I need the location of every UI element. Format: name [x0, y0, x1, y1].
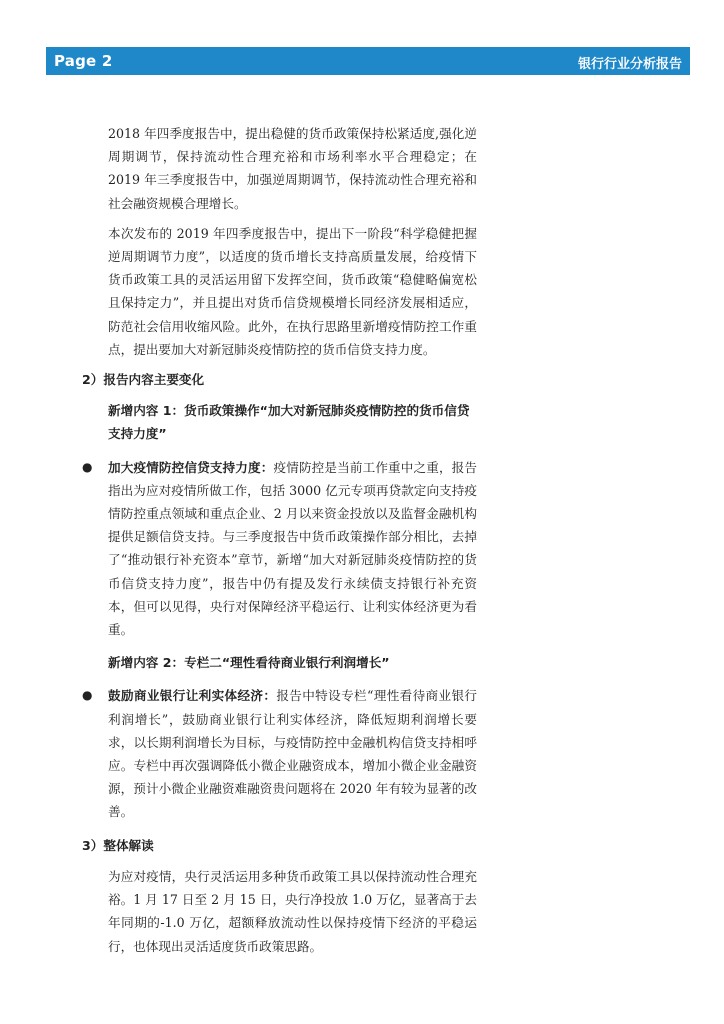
section-heading-interpretation: 3）整体解读	[82, 837, 154, 853]
page-header-bar	[46, 47, 690, 75]
paragraph-2018-q4: 2018 年四季度报告中，提出稳健的货币政策保持松紧适度,强化逆周期调节，保持流动性合理充裕和市场利率水平合理稳定；在 2019 年三季度报告中，加强逆周期调节，保持流动性合理充裕和社会融资规模合理增长。	[108, 126, 477, 211]
bullet-profit-concession	[82, 684, 477, 823]
document-body	[82, 122, 477, 965]
paragraph-2019-q4: 本次发布的 2019 年四季度报告中，提出下一阶段“科学稳健把握逆周期调节力度”，以适度的货币增长支持高质量发展，给疫情下货币政策工具的灵活运用留下发挥空间，货币政策“稳健略偏宽松且保持定力”，并且提出对货币信贷规模增长同经济发展相适应，防范社会信用收缩风险。此外，在执行思路里新增疫情防控工作重点，提出要加大对新冠肺炎疫情防控的货币信贷支持力度。	[108, 225, 477, 357]
bullet-text: 报告中特设专栏“理性看待商业银行利润增长”，鼓励商业银行让利实体经济，降低短期利润增长要求，以长期利润增长为目标，与疫情防控中金融机构信贷支持相呼应。专栏中再次强调降低小微企业融资成本，增加小微企业金融资源，预计小微企业融资难融资贵问题将在 2020 年有较为显著的改善。	[108, 688, 477, 820]
bullet-credit-support	[82, 456, 478, 642]
subheading-new-content-1: 新增内容 1：货币政策操作“加大对新冠肺炎疫情防控的货币信贷支持力度”	[108, 403, 470, 442]
subheading-new-content-2: 新增内容 2：专栏二“理性看待商业银行利润增长”	[108, 655, 390, 671]
bullet-dot-icon: ●	[82, 459, 93, 474]
bullet-lead: 加大疫情防控信贷支持力度：	[108, 459, 274, 475]
bullet-dot-icon: ●	[82, 688, 93, 703]
paragraph-interpretation: 为应对疫情，央行灵活运用多种货币政策工具以保持流动性合理充裕。1 月 17 日至 2 月 15 日，央行净投放 1.0 万亿，显著高于去年同期的-1.0 万亿，超额释放流动性以保持疫情下经济的平稳运行，也体现出灵活适度货币政策思路。	[108, 868, 477, 954]
report-title: 银行行业分析报告	[577, 57, 682, 72]
bullet-lead: 鼓励商业银行让利实体经济：	[108, 688, 277, 704]
bullet-text: 疫情防控是当前工作重中之重，报告指出为应对疫情所做工作，包括 3000 亿元专项再贷款定向支持疫情防控重点领域和重点企业、2 月以来资金投放以及监督金融机构提供足额信贷支持。与三季度报告中货币政策操作部分相比，去掉了“推动银行补充资本”章节，新增“加大对新冠肺炎疫情防控的货币信贷支持力度”，报告中仍有提及发行永续债支持银行补充资本，但可以见得，央行对保障经济平稳运行、让利实体经济更为看重。	[108, 459, 478, 638]
page-number-label: Page 2	[54, 52, 113, 70]
section-heading-changes: 2）报告内容主要变化	[82, 372, 205, 388]
